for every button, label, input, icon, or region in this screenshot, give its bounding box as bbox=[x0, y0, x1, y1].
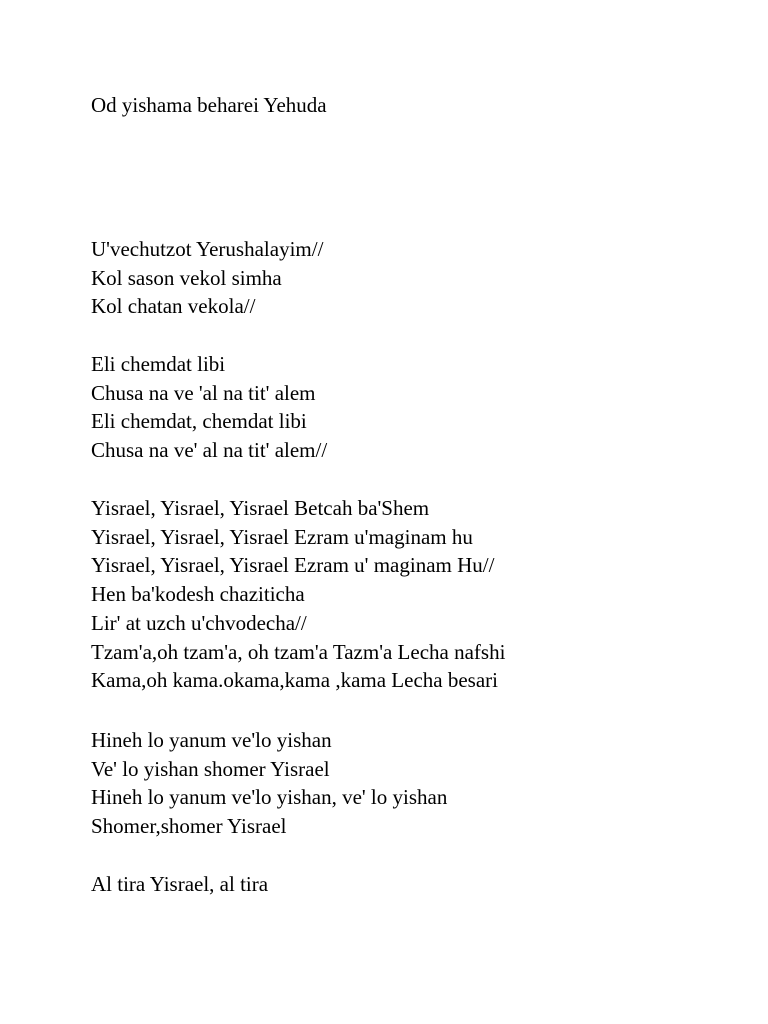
lyric-line: Al tira Yisrael, al tira bbox=[91, 872, 269, 896]
lyric-line: Hineh lo yanum ve'lo yishan bbox=[91, 728, 332, 752]
stanza bbox=[91, 235, 323, 321]
lyric-line: Tzam'a,oh tzam'a, oh tzam'a Tazm'a Lecha nafshi bbox=[91, 639, 506, 664]
lyric-line: U'vechutzot Yerushalayim// bbox=[91, 237, 324, 261]
lyric-line: Eli chemdat libi bbox=[91, 352, 226, 376]
lyric-line: Ve' lo yishan shomer Yisrael bbox=[91, 756, 330, 781]
lyric-line: Hineh lo yanum ve'lo yishan, ve' lo yishan bbox=[91, 785, 448, 810]
lyric-line: Eli chemdat, chemdat libi bbox=[91, 409, 307, 434]
stanza bbox=[91, 494, 505, 695]
lyric-line: Kama,oh kama.okama,kama ,kama Lecha besari bbox=[91, 668, 498, 693]
lyric-line: Chusa na ve 'al na tit' alem bbox=[91, 380, 316, 405]
lyric-line: Lir' at uzch u'chvodecha// bbox=[91, 610, 307, 635]
lyric-line: Hen ba'kodesh chaziticha bbox=[91, 582, 305, 607]
song-title: Od yishama beharei Yehuda bbox=[91, 93, 327, 117]
lyric-line: Kol chatan vekola// bbox=[91, 294, 256, 319]
lyric-line: Kol sason vekol simha bbox=[91, 265, 282, 290]
lyric-line: Chusa na ve' al na tit' alem// bbox=[91, 438, 328, 463]
stanza bbox=[91, 870, 268, 899]
stanza bbox=[91, 350, 327, 465]
lyric-line: Yisrael, Yisrael, Yisrael Ezram u' maginam Hu// bbox=[91, 553, 495, 578]
lyric-line: Yisrael, Yisrael, Yisrael Betcah ba'Shem bbox=[91, 496, 430, 520]
stanza bbox=[91, 726, 447, 841]
lyric-line: Shomer,shomer Yisrael bbox=[91, 814, 287, 839]
lyric-line: Yisrael, Yisrael, Yisrael Ezram u'maginam hu bbox=[91, 524, 473, 549]
